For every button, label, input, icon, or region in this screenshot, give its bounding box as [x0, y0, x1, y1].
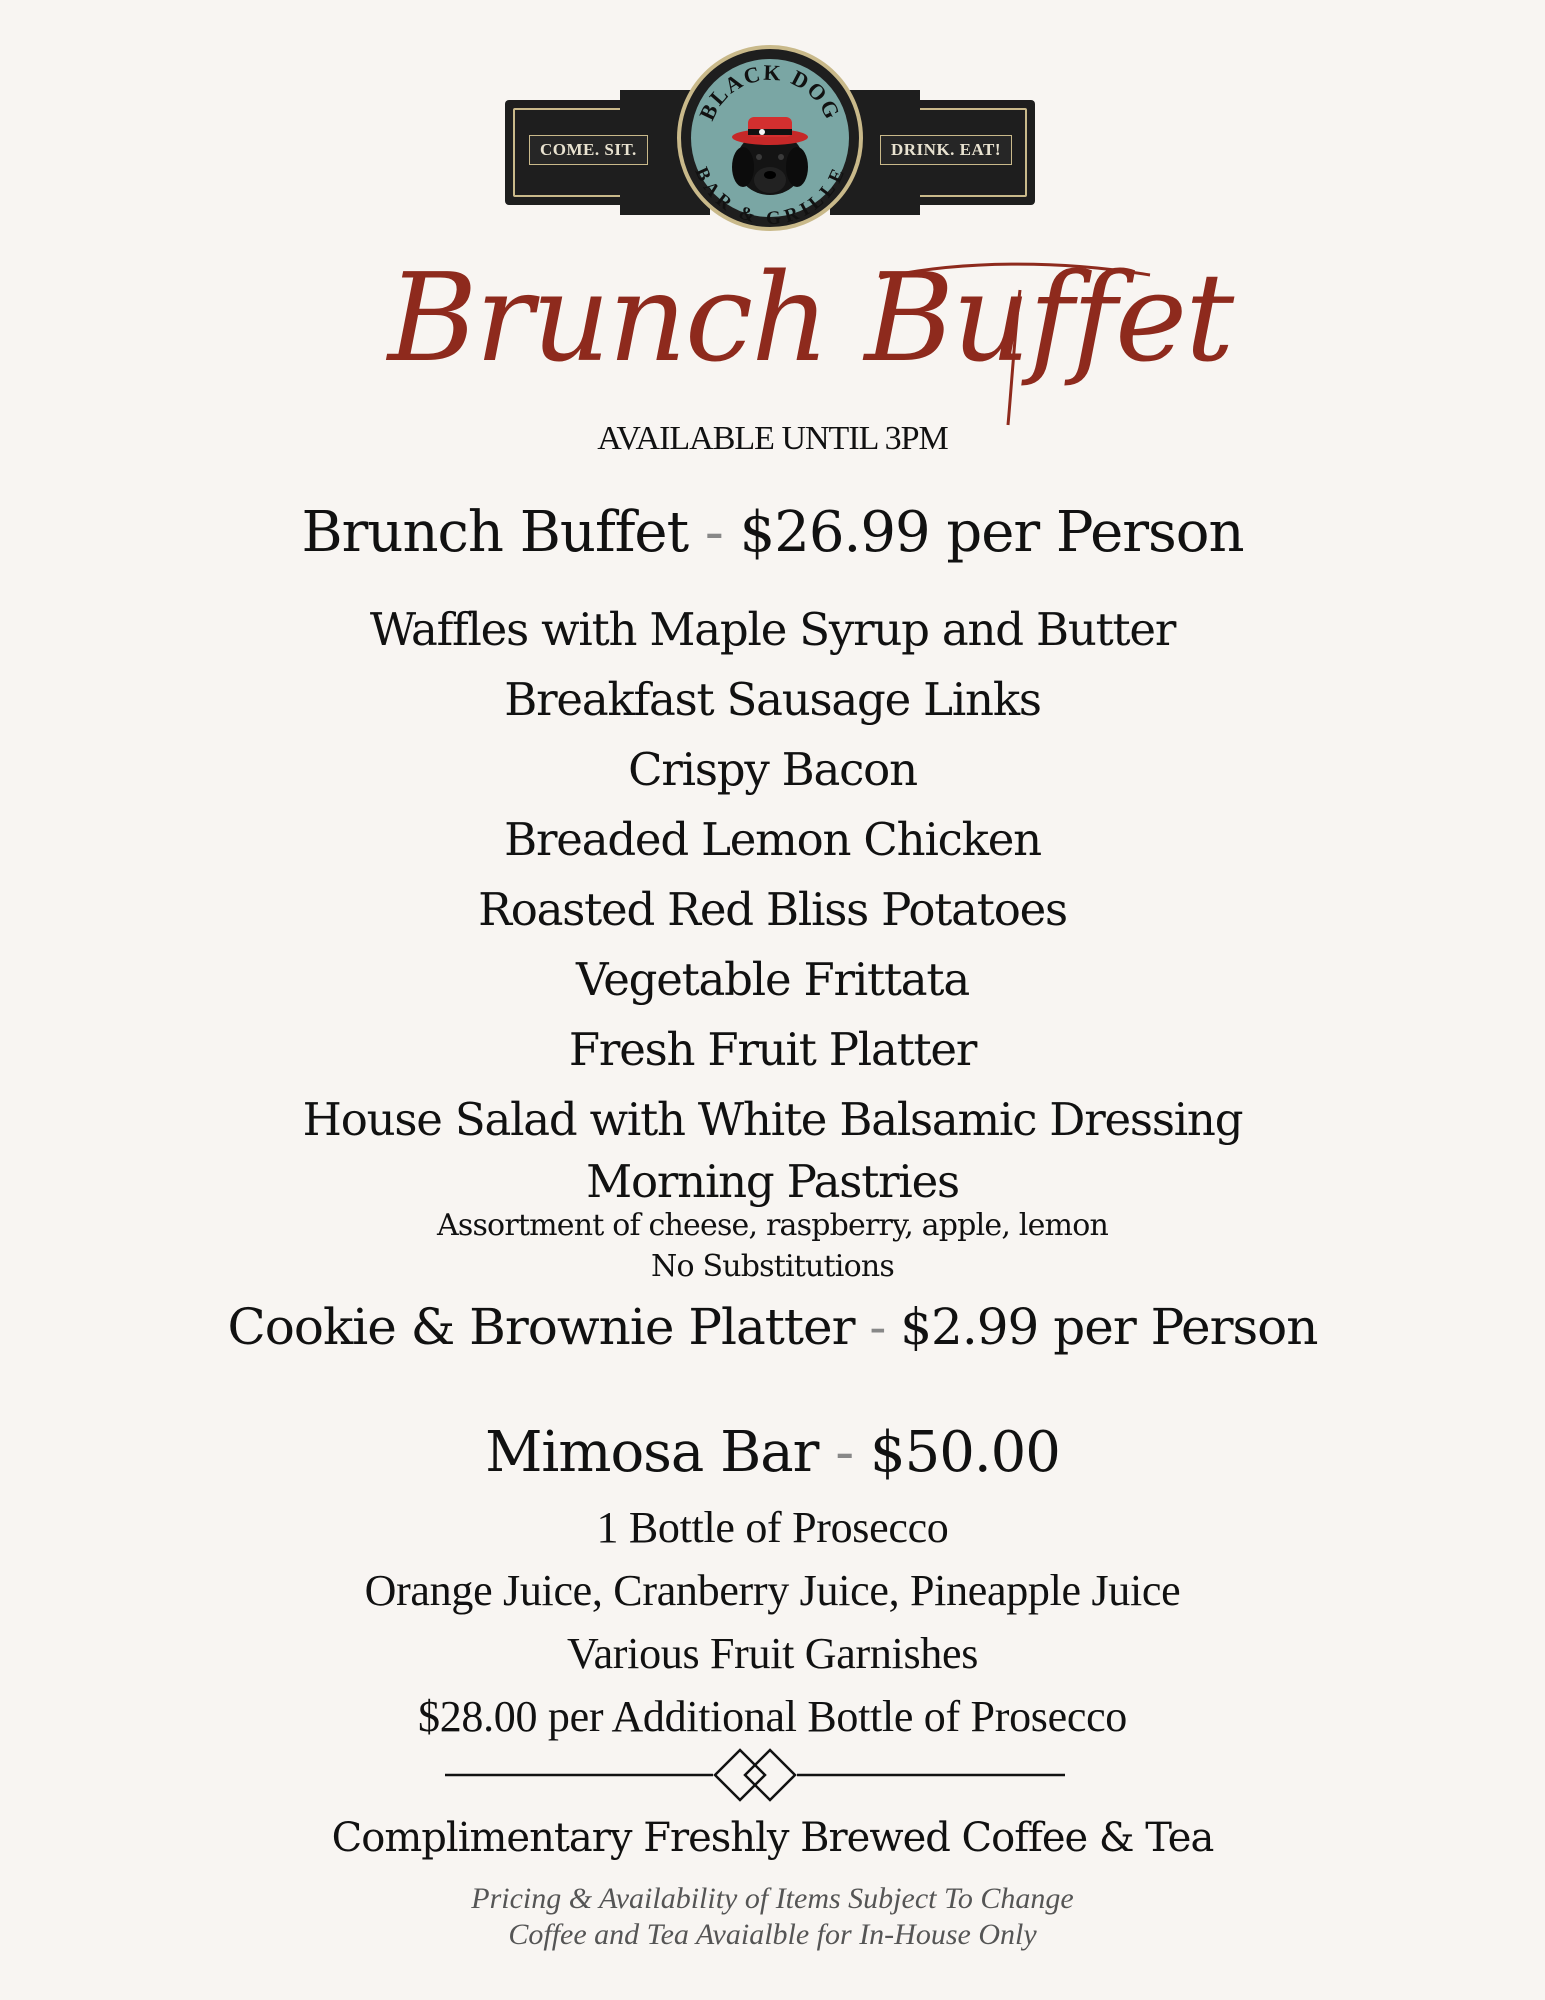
mimosa-price: $50.00 [869, 1420, 1060, 1485]
availability-note: AVAILABLE UNTIL 3PM [597, 420, 948, 457]
mimosa-item: 1 Bottle of Prosecco [596, 1503, 949, 1552]
brunch-item: Morning Pastries [586, 1155, 959, 1208]
script-title [387, 230, 1233, 430]
page-title: Brunch Buffet [387, 247, 1233, 389]
in-house-disclaimer: Coffee and Tea Avaialble for In-House Only [508, 1918, 1037, 1951]
logo-badge-art [505, 45, 1035, 260]
pastries-note: Assortment of cheese, raspberry, apple, lemon [437, 1208, 1108, 1243]
brunch-item: Fresh Fruit Platter [568, 1023, 977, 1076]
mimosa-item: Orange Juice, Cranberry Juice, Pineapple Juice [364, 1566, 1181, 1615]
pricing-disclaimer: Pricing & Availability of Items Subject To Change [471, 1882, 1074, 1915]
cookie-platter-heading [0, 1298, 1545, 1356]
mimosa-item: $28.00 per Additional Bottle of Prosecco [418, 1692, 1127, 1741]
brunch-separator: - [704, 500, 723, 565]
cookie-name: Cookie & Brownie Platter [227, 1298, 855, 1356]
mimosa-item: Various Fruit Garnishes [566, 1629, 979, 1678]
diamond-icon [745, 1750, 795, 1800]
mimosa-name: Mimosa Bar [485, 1420, 819, 1485]
dog-icon [732, 117, 808, 195]
brunch-item: Crispy Bacon [628, 743, 917, 796]
diamond-icon [715, 1750, 765, 1800]
logo-right-text: DRINK. EAT! [880, 135, 1012, 165]
brunch-item: Roasted Red Bliss Potatoes [478, 883, 1067, 936]
cookie-price: $2.99 per Person [900, 1298, 1318, 1356]
svg-text:BLACK DOG [694, 60, 846, 124]
cookie-separator: - [869, 1298, 886, 1356]
diamond-divider [445, 1745, 1065, 1805]
logo-left-text: COME. SIT. [529, 135, 648, 165]
black-dog-logo [505, 45, 1035, 260]
brunch-item: Breaded Lemon Chicken [504, 813, 1041, 866]
brunch-item: House Salad with White Balsamic Dressing [302, 1093, 1243, 1146]
logo-top-arc-text: BLACK DOG [694, 59, 846, 125]
coffee-note: Complimentary Freshly Brewed Coffee & Tea [331, 1815, 1214, 1861]
brunch-item: Breakfast Sausage Links [504, 673, 1041, 726]
mimosa-bar-heading [0, 1420, 1545, 1485]
substitutions-note: No Substitutions [651, 1249, 894, 1284]
mimosa-separator: - [835, 1420, 854, 1485]
brunch-buffet-heading [0, 500, 1545, 565]
brunch-item: Waffles with Maple Syrup and Butter [369, 603, 1176, 656]
logo-bottom-arc-text: BAR & GRILLE [690, 164, 850, 230]
brunch-item: Vegetable Frittata [576, 953, 969, 1006]
brunch-price: $26.99 per Person [739, 500, 1244, 565]
brunch-name: Brunch Buffet [301, 500, 689, 565]
